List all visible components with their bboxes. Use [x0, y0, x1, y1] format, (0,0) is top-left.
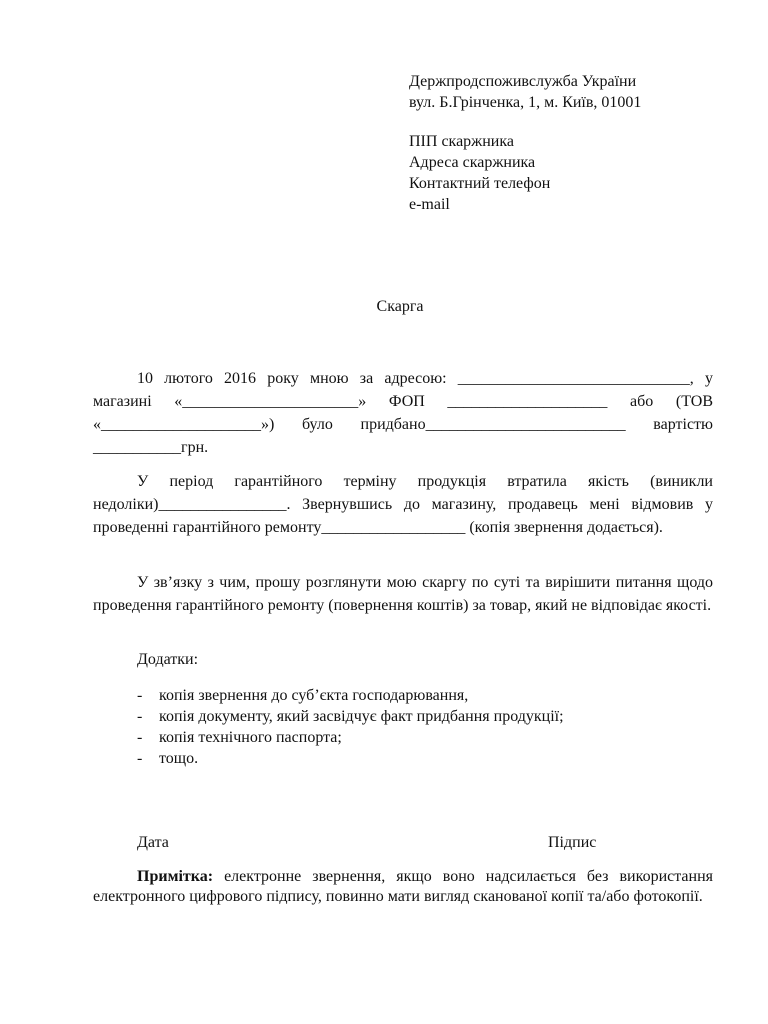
note-label: Примітка: — [137, 868, 214, 885]
note-paragraph — [93, 867, 713, 907]
applicant-email: e-mail — [409, 196, 450, 213]
bullet-dash: - — [137, 708, 143, 725]
applicant-name: ПІП скаржника — [409, 133, 514, 150]
list-item: - тощо. — [137, 750, 199, 767]
applicant-block — [409, 131, 550, 215]
defect-paragraph — [93, 470, 713, 539]
signature-label: Підпис — [548, 834, 597, 851]
applicant-address: Адреса скаржника — [409, 154, 536, 171]
list-item: - копія документу, який засвідчує факт придбання продукції; — [137, 708, 564, 725]
attachments-list — [137, 685, 564, 769]
list-item: - копія технічного паспорта; — [137, 729, 342, 746]
list-item: - копія звернення до суб’єкта господарювання, — [137, 687, 469, 704]
recipient-block — [409, 71, 641, 113]
defect-paragraph-line1: У період гарантійного терміну продукція втратила якість (виникли — [137, 473, 713, 490]
request-paragraph — [93, 571, 713, 617]
document-title: Скарга — [376, 298, 424, 315]
defect-paragraph-text: недоліки)________________. Звернувшись до магазину, продавець мені відмовив у проведенні гарантійного ремонту__________________ (копія звернення додається). — [93, 496, 713, 536]
bullet-dash: - — [137, 750, 143, 767]
request-paragraph-line1: У зв’язку з чим, прошу розглянути мою скаргу по суті та вирішити — [137, 574, 611, 591]
request-paragraph-text: питання щодо проведення гарантійного ремонту (повернення коштів) за товар, який не відповідає якості. — [93, 574, 714, 614]
bullet-dash: - — [137, 687, 143, 704]
applicant-phone: Контактний телефон — [409, 175, 551, 192]
note-text: електронне звернення, якщо воно надсилається без використання електронного цифрового підпису, повинно мати вигляд сканованої копії та/або фотокопії. — [93, 868, 713, 905]
bullet-dash: - — [137, 729, 143, 746]
purchase-paragraph-line1: 10 лютого 2016 року мною за адресою: _____________________________, — [137, 370, 694, 387]
date-label: Дата — [137, 834, 169, 851]
purchase-paragraph-text: у магазині «______________________» ФОП ____________________ або (ТОВ «____________________») було придбано_________________________ вартістю ___________грн. — [93, 370, 713, 456]
purchase-paragraph — [93, 367, 713, 459]
attachments-title: Додатки: — [137, 651, 199, 668]
recipient-org: Держпродспоживслужба України — [409, 73, 637, 90]
recipient-address: вул. Б.Грінченка, 1, м. Київ, 01001 — [409, 94, 642, 111]
